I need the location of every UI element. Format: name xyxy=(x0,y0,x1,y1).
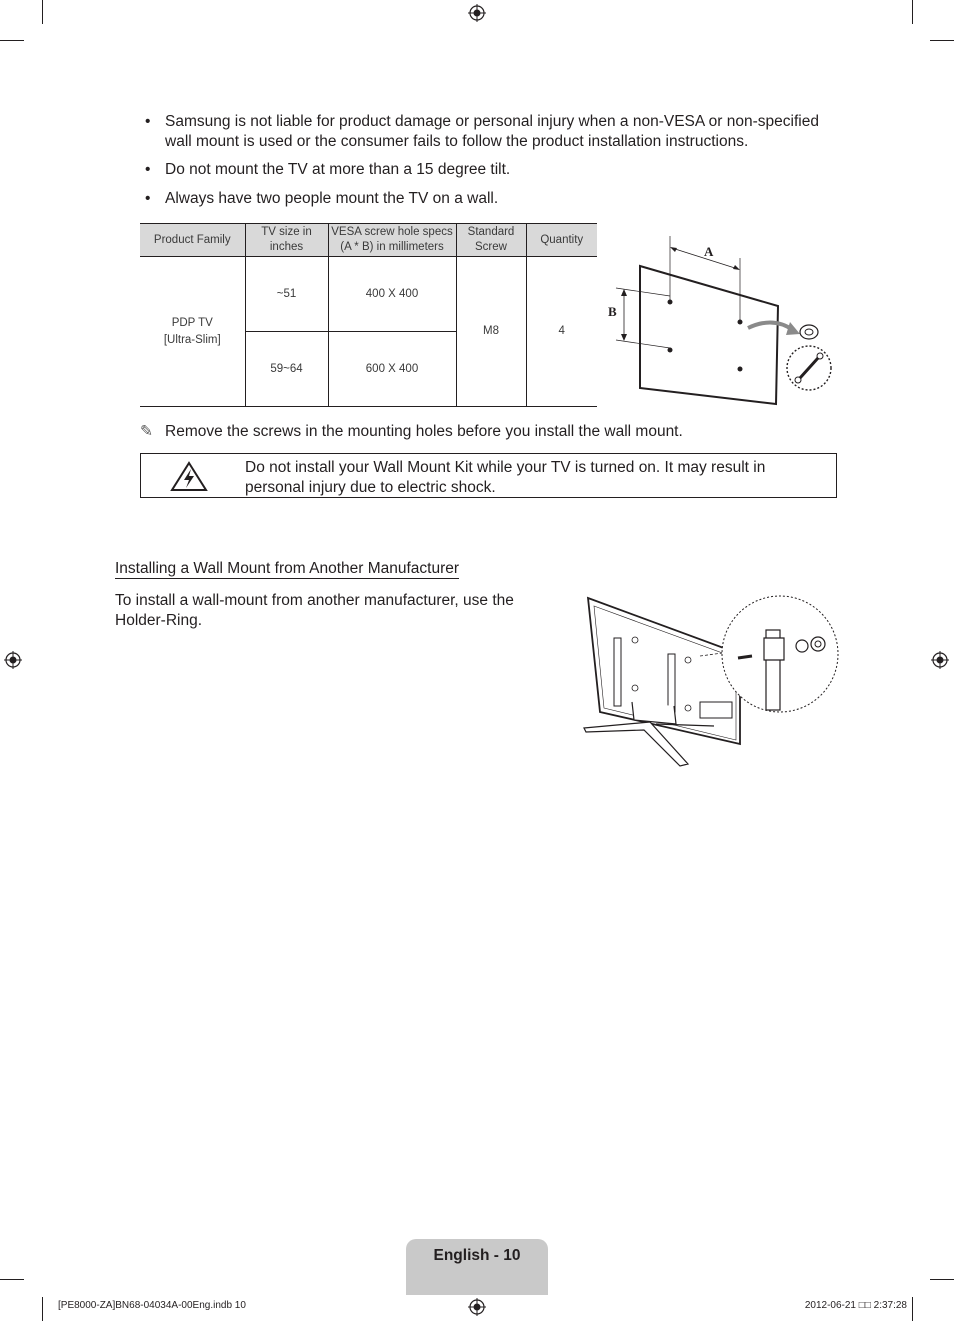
crop-mark xyxy=(0,1279,24,1280)
registration-mark-icon xyxy=(931,651,949,669)
dimension-label-a: A xyxy=(704,244,714,259)
vesa-mount-diagram xyxy=(598,236,838,408)
registration-mark-icon xyxy=(468,1298,486,1316)
column-header: VESA screw hole specs (A * B) in millimeters xyxy=(328,224,456,257)
crop-mark xyxy=(912,1297,913,1321)
table-cell: 400 X 400 xyxy=(328,257,456,332)
column-header: Standard Screw xyxy=(456,224,526,257)
table-cell: M8 xyxy=(456,257,526,407)
table-cell: PDP TV [Ultra-Slim] xyxy=(140,257,245,407)
precaution-list xyxy=(145,112,825,217)
table-cell: 600 X 400 xyxy=(328,332,456,407)
crop-mark xyxy=(930,40,954,41)
registration-mark-icon xyxy=(4,651,22,669)
crop-mark xyxy=(912,0,913,24)
print-slug-filename: [PE8000-ZA]BN68-04034A-00Eng.indb 10 xyxy=(58,1300,246,1311)
print-slug-timestamp: 2012-06-21 □□ 2:37:28 xyxy=(804,1300,907,1311)
dimension-label-b: B xyxy=(608,304,617,319)
holder-ring-diagram xyxy=(580,594,842,768)
intro-text: To install a wall-mount from another manufacturer, use the Holder-Ring. xyxy=(115,592,514,629)
column-header: Product Family xyxy=(140,224,245,257)
crop-mark xyxy=(42,1297,43,1321)
crop-mark xyxy=(42,0,43,24)
note-text: Remove the screws in the mounting holes before you install the wall mount. xyxy=(165,423,683,440)
table-row xyxy=(140,257,597,332)
crop-mark xyxy=(0,40,24,41)
electric-shock-warning-icon xyxy=(170,461,208,492)
table-cell: ~51 xyxy=(245,257,328,332)
list-item: • Samsung is not liable for product damage or personal injury when a non-VESA or non-specified wall mount is used or the consumer fails to follow the product installation instructions. xyxy=(145,112,825,151)
registration-mark-icon xyxy=(468,4,486,22)
wall-mount-spec-table xyxy=(140,223,597,407)
table-cell: 59~64 xyxy=(245,332,328,407)
page-number-tab xyxy=(406,1239,548,1295)
pencil-note-icon: ✎ xyxy=(140,423,153,440)
caution-box xyxy=(140,453,837,498)
column-header: TV size in inches xyxy=(245,224,328,257)
list-item: • Do not mount the TV at more than a 15 degree tilt. xyxy=(145,160,825,180)
list-item: • Always have two people mount the TV on a wall. xyxy=(145,189,825,209)
table-header-row xyxy=(140,224,597,257)
column-header: Quantity xyxy=(526,224,597,257)
crop-mark xyxy=(930,1279,954,1280)
table-cell: 4 xyxy=(526,257,597,407)
section-title: Installing a Wall Mount from Another Manufacturer xyxy=(115,560,460,577)
note xyxy=(140,422,683,441)
caution-text: Do not install your Wall Mount Kit while your TV is turned on. It may result in personal injury due to electric shock. xyxy=(245,459,766,496)
page-number: English - 10 xyxy=(433,1247,521,1264)
